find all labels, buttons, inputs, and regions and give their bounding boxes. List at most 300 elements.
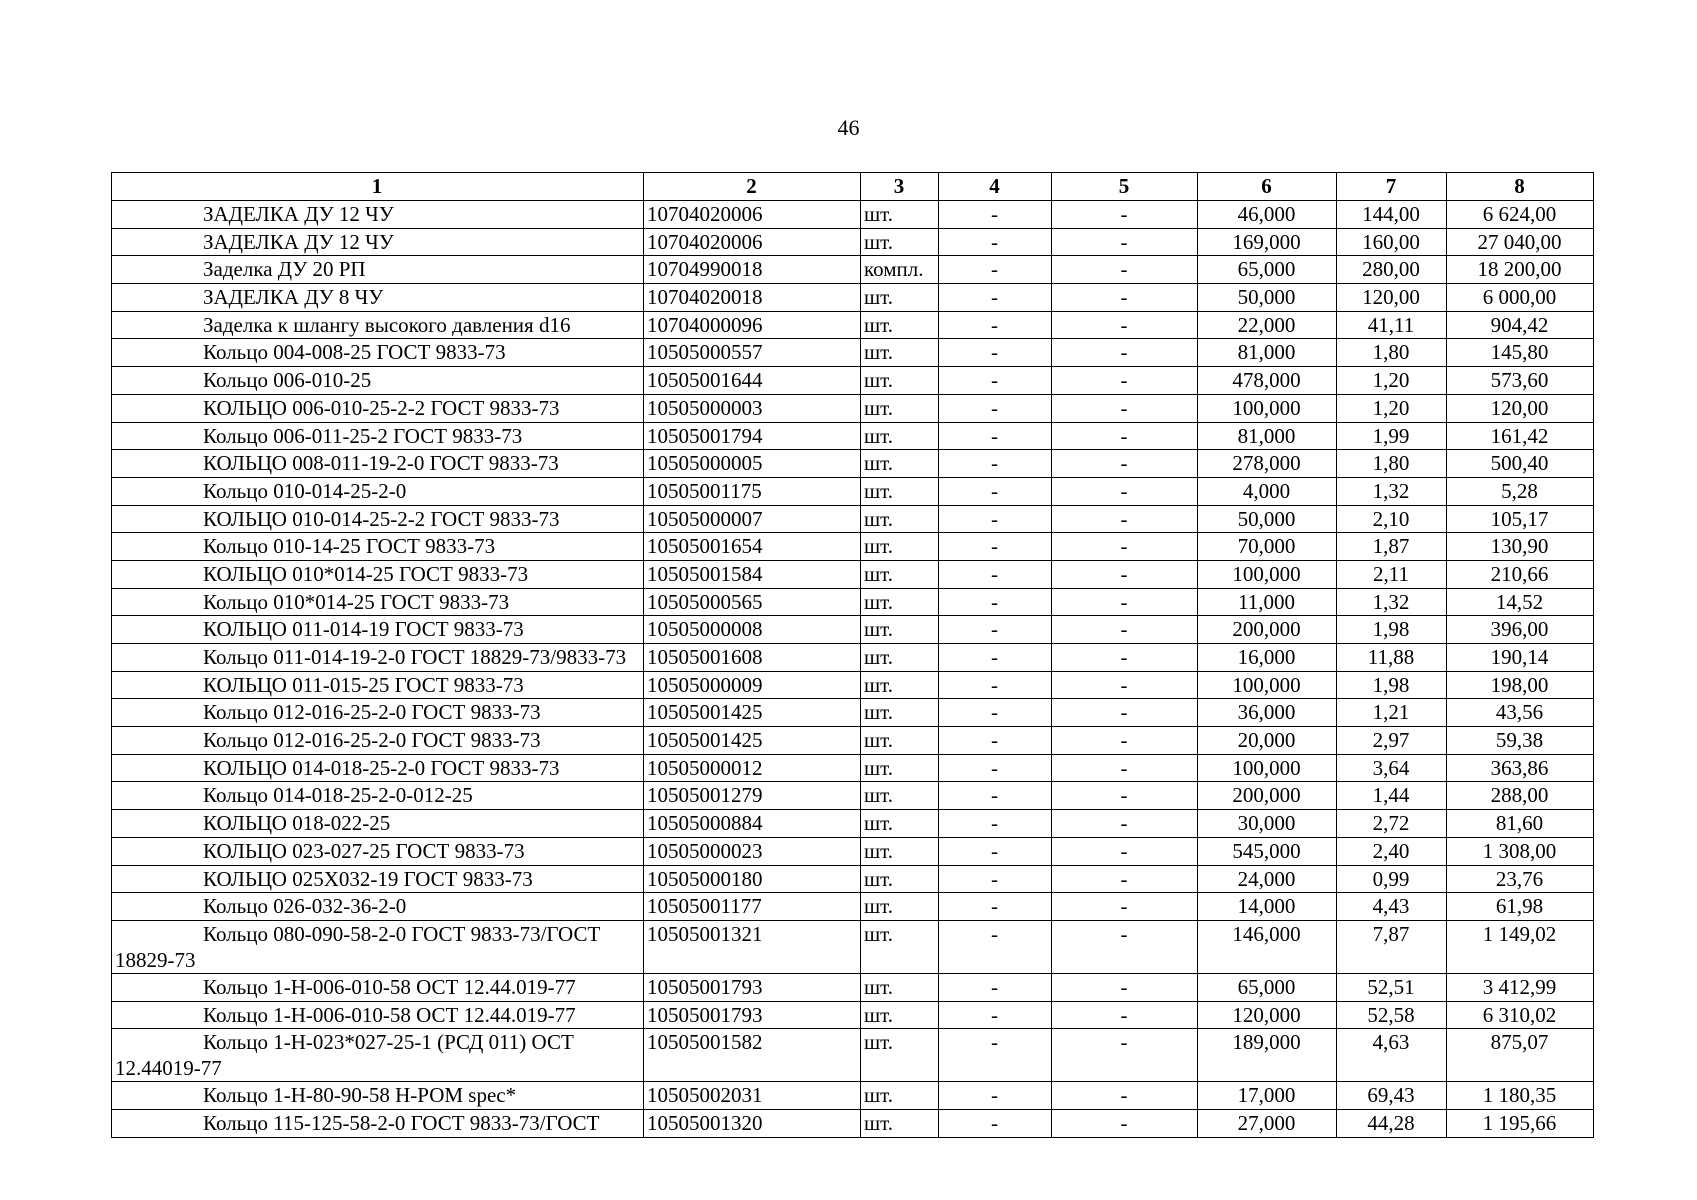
table-row bbox=[112, 477, 1594, 505]
table-row bbox=[112, 450, 1594, 478]
unit-cell: шт. bbox=[861, 1109, 939, 1137]
item-code-cell: 10505001175 bbox=[644, 477, 861, 505]
table-row bbox=[112, 560, 1594, 588]
col4-cell: - bbox=[939, 505, 1052, 533]
quantity-cell: 200,000 bbox=[1198, 616, 1337, 644]
unit-cell: шт. bbox=[861, 616, 939, 644]
item-name: Кольцо 1-Н-023*027-25-1 (РСД 011) ОСТ 12.44019-77 bbox=[115, 1030, 574, 1081]
price-cell: 3,64 bbox=[1337, 754, 1447, 782]
sum-cell: 59,38 bbox=[1447, 727, 1594, 755]
column-header: 1 bbox=[112, 173, 644, 201]
item-code-cell: 10704000096 bbox=[644, 311, 861, 339]
item-name: КОЛЬЦО 010-014-25-2-2 ГОСТ 9833-73 bbox=[203, 506, 560, 531]
price-cell: 1,99 bbox=[1337, 422, 1447, 450]
item-code-cell: 10505001644 bbox=[644, 367, 861, 395]
item-name-cell bbox=[112, 201, 644, 229]
price-cell: 1,32 bbox=[1337, 477, 1447, 505]
table-row bbox=[112, 865, 1594, 893]
price-cell: 1,87 bbox=[1337, 533, 1447, 561]
col4-cell: - bbox=[939, 201, 1052, 229]
price-cell: 2,11 bbox=[1337, 560, 1447, 588]
item-name-cell bbox=[112, 284, 644, 312]
sum-cell: 210,66 bbox=[1447, 560, 1594, 588]
col4-cell: - bbox=[939, 339, 1052, 367]
col4-cell: - bbox=[939, 1029, 1052, 1082]
price-cell: 0,99 bbox=[1337, 865, 1447, 893]
item-name-cell bbox=[112, 450, 644, 478]
item-name: КОЛЬЦО 010*014-25 ГОСТ 9833-73 bbox=[203, 561, 529, 586]
unit-cell: шт. bbox=[861, 893, 939, 921]
col4-cell: - bbox=[939, 1082, 1052, 1110]
quantity-cell: 100,000 bbox=[1198, 754, 1337, 782]
column-header: 2 bbox=[644, 173, 861, 201]
quantity-cell: 22,000 bbox=[1198, 311, 1337, 339]
item-name: Кольцо 026-032-36-2-0 bbox=[203, 894, 407, 919]
col5-cell: - bbox=[1052, 588, 1198, 616]
quantity-cell: 65,000 bbox=[1198, 973, 1337, 1001]
item-name: КОЛЬЦО 025Х032-19 ГОСТ 9833-73 bbox=[203, 866, 533, 891]
item-code-cell: 10505000003 bbox=[644, 394, 861, 422]
item-code-cell: 10505000557 bbox=[644, 339, 861, 367]
item-name-cell bbox=[112, 810, 644, 838]
unit-cell: шт. bbox=[861, 865, 939, 893]
item-code-cell: 10704020018 bbox=[644, 284, 861, 312]
item-name: Кольцо 010-014-25-2-0 bbox=[203, 478, 407, 503]
item-name-cell bbox=[112, 367, 644, 395]
column-header: 6 bbox=[1198, 173, 1337, 201]
col4-cell: - bbox=[939, 1109, 1052, 1137]
price-cell: 2,10 bbox=[1337, 505, 1447, 533]
price-cell: 69,43 bbox=[1337, 1082, 1447, 1110]
col5-cell: - bbox=[1052, 505, 1198, 533]
item-code-cell: 10505001279 bbox=[644, 782, 861, 810]
col5-cell: - bbox=[1052, 367, 1198, 395]
col5-cell: - bbox=[1052, 893, 1198, 921]
unit-cell: шт. bbox=[861, 311, 939, 339]
col5-cell: - bbox=[1052, 644, 1198, 672]
sum-cell: 396,00 bbox=[1447, 616, 1594, 644]
item-name: Кольцо 012-016-25-2-0 ГОСТ 9833-73 bbox=[203, 700, 541, 725]
item-code-cell: 10505001320 bbox=[644, 1109, 861, 1137]
item-name: ЗАДЕЛКА ДУ 8 ЧУ bbox=[203, 285, 384, 310]
quantity-cell: 27,000 bbox=[1198, 1109, 1337, 1137]
item-name: Кольцо 010*014-25 ГОСТ 9833-73 bbox=[203, 589, 510, 614]
item-code-cell: 10505000884 bbox=[644, 810, 861, 838]
col4-cell: - bbox=[939, 477, 1052, 505]
sum-cell: 130,90 bbox=[1447, 533, 1594, 561]
item-name-cell bbox=[112, 616, 644, 644]
table-row bbox=[112, 1082, 1594, 1110]
sum-cell: 161,42 bbox=[1447, 422, 1594, 450]
table-row bbox=[112, 284, 1594, 312]
materials-table bbox=[111, 172, 1594, 1138]
item-code-cell: 10505002031 bbox=[644, 1082, 861, 1110]
table-row bbox=[112, 810, 1594, 838]
item-name-cell bbox=[112, 671, 644, 699]
item-name-cell bbox=[112, 477, 644, 505]
col5-cell: - bbox=[1052, 450, 1198, 478]
sum-cell: 27 040,00 bbox=[1447, 228, 1594, 256]
item-name-cell bbox=[112, 560, 644, 588]
table-row bbox=[112, 533, 1594, 561]
price-cell: 52,58 bbox=[1337, 1001, 1447, 1029]
col5-cell: - bbox=[1052, 422, 1198, 450]
price-cell: 160,00 bbox=[1337, 228, 1447, 256]
item-code-cell: 10505001584 bbox=[644, 560, 861, 588]
col5-cell: - bbox=[1052, 616, 1198, 644]
sum-cell: 120,00 bbox=[1447, 394, 1594, 422]
col5-cell: - bbox=[1052, 311, 1198, 339]
table-row bbox=[112, 893, 1594, 921]
unit-cell: шт. bbox=[861, 1029, 939, 1082]
table-row bbox=[112, 201, 1594, 229]
quantity-cell: 146,000 bbox=[1198, 920, 1337, 973]
sum-cell: 18 200,00 bbox=[1447, 256, 1594, 284]
item-name-cell bbox=[112, 311, 644, 339]
sum-cell: 23,76 bbox=[1447, 865, 1594, 893]
col5-cell: - bbox=[1052, 920, 1198, 973]
price-cell: 52,51 bbox=[1337, 973, 1447, 1001]
col5-cell: - bbox=[1052, 671, 1198, 699]
price-cell: 44,28 bbox=[1337, 1109, 1447, 1137]
sum-cell: 1 149,02 bbox=[1447, 920, 1594, 973]
col4-cell: - bbox=[939, 837, 1052, 865]
item-code-cell: 10505001794 bbox=[644, 422, 861, 450]
table-row bbox=[112, 588, 1594, 616]
col4-cell: - bbox=[939, 228, 1052, 256]
item-name-cell bbox=[112, 754, 644, 782]
quantity-cell: 100,000 bbox=[1198, 671, 1337, 699]
item-code-cell: 10704990018 bbox=[644, 256, 861, 284]
item-name-cell bbox=[112, 394, 644, 422]
column-header: 7 bbox=[1337, 173, 1447, 201]
unit-cell: шт. bbox=[861, 837, 939, 865]
col4-cell: - bbox=[939, 754, 1052, 782]
col4-cell: - bbox=[939, 560, 1052, 588]
sum-cell: 1 308,00 bbox=[1447, 837, 1594, 865]
header-row bbox=[112, 173, 1594, 201]
unit-cell: шт. bbox=[861, 782, 939, 810]
table-row bbox=[112, 256, 1594, 284]
unit-cell: шт. bbox=[861, 367, 939, 395]
sum-cell: 105,17 bbox=[1447, 505, 1594, 533]
price-cell: 1,20 bbox=[1337, 367, 1447, 395]
col4-cell: - bbox=[939, 616, 1052, 644]
item-name: Кольцо 010-14-25 ГОСТ 9833-73 bbox=[203, 534, 496, 559]
item-name-cell bbox=[112, 727, 644, 755]
unit-cell: шт. bbox=[861, 201, 939, 229]
price-cell: 2,40 bbox=[1337, 837, 1447, 865]
item-name: ЗАДЕЛКА ДУ 12 ЧУ bbox=[203, 229, 394, 254]
table-row bbox=[112, 973, 1594, 1001]
col5-cell: - bbox=[1052, 810, 1198, 838]
item-name: Кольцо 004-008-25 ГОСТ 9833-73 bbox=[203, 340, 506, 365]
col5-cell: - bbox=[1052, 533, 1198, 561]
item-code-cell: 10505001793 bbox=[644, 973, 861, 1001]
table-row bbox=[112, 699, 1594, 727]
sum-cell: 500,40 bbox=[1447, 450, 1594, 478]
quantity-cell: 120,000 bbox=[1198, 1001, 1337, 1029]
item-name-cell bbox=[112, 505, 644, 533]
price-cell: 1,32 bbox=[1337, 588, 1447, 616]
price-cell: 2,97 bbox=[1337, 727, 1447, 755]
item-name: Кольцо 1-Н-006-010-58 ОСТ 12.44.019-77 bbox=[203, 974, 576, 999]
col5-cell: - bbox=[1052, 865, 1198, 893]
column-header: 3 bbox=[861, 173, 939, 201]
quantity-cell: 14,000 bbox=[1198, 893, 1337, 921]
sum-cell: 81,60 bbox=[1447, 810, 1594, 838]
price-cell: 1,80 bbox=[1337, 450, 1447, 478]
price-cell: 11,88 bbox=[1337, 644, 1447, 672]
price-cell: 1,98 bbox=[1337, 671, 1447, 699]
table-row bbox=[112, 671, 1594, 699]
item-code-cell: 10505000012 bbox=[644, 754, 861, 782]
unit-cell: шт. bbox=[861, 228, 939, 256]
quantity-cell: 81,000 bbox=[1198, 422, 1337, 450]
unit-cell: компл. bbox=[861, 256, 939, 284]
unit-cell: шт. bbox=[861, 644, 939, 672]
unit-cell: шт. bbox=[861, 1001, 939, 1029]
col5-cell: - bbox=[1052, 1001, 1198, 1029]
quantity-cell: 70,000 bbox=[1198, 533, 1337, 561]
table-row bbox=[112, 339, 1594, 367]
unit-cell: шт. bbox=[861, 973, 939, 1001]
col5-cell: - bbox=[1052, 1029, 1198, 1082]
col5-cell: - bbox=[1052, 228, 1198, 256]
table-row bbox=[112, 782, 1594, 810]
item-name: Кольцо 006-011-25-2 ГОСТ 9833-73 bbox=[203, 423, 523, 448]
quantity-cell: 50,000 bbox=[1198, 284, 1337, 312]
col4-cell: - bbox=[939, 533, 1052, 561]
item-name: ЗАДЕЛКА ДУ 12 ЧУ bbox=[203, 202, 394, 226]
quantity-cell: 65,000 bbox=[1198, 256, 1337, 284]
unit-cell: шт. bbox=[861, 754, 939, 782]
item-name-cell bbox=[112, 422, 644, 450]
table-row bbox=[112, 1109, 1594, 1137]
quantity-cell: 50,000 bbox=[1198, 505, 1337, 533]
table-row bbox=[112, 727, 1594, 755]
unit-cell: шт. bbox=[861, 505, 939, 533]
table-row bbox=[112, 754, 1594, 782]
quantity-cell: 200,000 bbox=[1198, 782, 1337, 810]
item-name: КОЛЬЦО 018-022-25 bbox=[203, 811, 391, 836]
unit-cell: шт. bbox=[861, 533, 939, 561]
item-name: Кольцо 115-125-58-2-0 ГОСТ 9833-73/ГОСТ bbox=[203, 1110, 600, 1135]
sum-cell: 14,52 bbox=[1447, 588, 1594, 616]
col5-cell: - bbox=[1052, 394, 1198, 422]
item-name-cell bbox=[112, 1029, 644, 1082]
item-name-cell bbox=[112, 339, 644, 367]
item-name-cell bbox=[112, 1001, 644, 1029]
sum-cell: 1 195,66 bbox=[1447, 1109, 1594, 1137]
price-cell: 4,63 bbox=[1337, 1029, 1447, 1082]
col4-cell: - bbox=[939, 644, 1052, 672]
quantity-cell: 24,000 bbox=[1198, 865, 1337, 893]
sum-cell: 573,60 bbox=[1447, 367, 1594, 395]
col5-cell: - bbox=[1052, 754, 1198, 782]
item-code-cell: 10505001654 bbox=[644, 533, 861, 561]
unit-cell: шт. bbox=[861, 394, 939, 422]
col4-cell: - bbox=[939, 810, 1052, 838]
item-name: Кольцо 1-Н-80-90-58 Н-РОМ spec* bbox=[203, 1083, 517, 1108]
quantity-cell: 100,000 bbox=[1198, 560, 1337, 588]
col5-cell: - bbox=[1052, 973, 1198, 1001]
col5-cell: - bbox=[1052, 1082, 1198, 1110]
item-code-cell: 10505001793 bbox=[644, 1001, 861, 1029]
item-name: КОЛЬЦО 023-027-25 ГОСТ 9833-73 bbox=[203, 838, 525, 863]
quantity-cell: 20,000 bbox=[1198, 727, 1337, 755]
quantity-cell: 81,000 bbox=[1198, 339, 1337, 367]
unit-cell: шт. bbox=[861, 477, 939, 505]
item-code-cell: 10505000008 bbox=[644, 616, 861, 644]
column-header: 4 bbox=[939, 173, 1052, 201]
col5-cell: - bbox=[1052, 477, 1198, 505]
unit-cell: шт. bbox=[861, 1082, 939, 1110]
table-row bbox=[112, 616, 1594, 644]
quantity-cell: 189,000 bbox=[1198, 1029, 1337, 1082]
unit-cell: шт. bbox=[861, 810, 939, 838]
sum-cell: 6 000,00 bbox=[1447, 284, 1594, 312]
column-header: 8 bbox=[1447, 173, 1594, 201]
item-name-cell bbox=[112, 533, 644, 561]
col5-cell: - bbox=[1052, 727, 1198, 755]
item-name-cell bbox=[112, 644, 644, 672]
col4-cell: - bbox=[939, 256, 1052, 284]
item-name: Кольцо 080-090-58-2-0 ГОСТ 9833-73/ГОСТ 18829-73 bbox=[115, 921, 601, 972]
item-code-cell: 10505001177 bbox=[644, 893, 861, 921]
item-name-cell bbox=[112, 1082, 644, 1110]
item-code-cell: 10505001425 bbox=[644, 727, 861, 755]
table-row bbox=[112, 505, 1594, 533]
table-row bbox=[112, 920, 1594, 973]
item-name: Кольцо 011-014-19-2-0 ГОСТ 18829-73/9833-73 bbox=[203, 645, 627, 669]
price-cell: 280,00 bbox=[1337, 256, 1447, 284]
item-code-cell: 10505000565 bbox=[644, 588, 861, 616]
price-cell: 1,80 bbox=[1337, 339, 1447, 367]
quantity-cell: 169,000 bbox=[1198, 228, 1337, 256]
col4-cell: - bbox=[939, 699, 1052, 727]
unit-cell: шт. bbox=[861, 671, 939, 699]
sum-cell: 145,80 bbox=[1447, 339, 1594, 367]
table-row bbox=[112, 311, 1594, 339]
price-cell: 1,21 bbox=[1337, 699, 1447, 727]
quantity-cell: 11,000 bbox=[1198, 588, 1337, 616]
item-name-cell bbox=[112, 256, 644, 284]
item-code-cell: 10505000009 bbox=[644, 671, 861, 699]
col4-cell: - bbox=[939, 782, 1052, 810]
item-name-cell bbox=[112, 782, 644, 810]
col5-cell: - bbox=[1052, 284, 1198, 312]
item-name-cell bbox=[112, 973, 644, 1001]
item-code-cell: 10505000005 bbox=[644, 450, 861, 478]
table-row bbox=[112, 1029, 1594, 1082]
col4-cell: - bbox=[939, 727, 1052, 755]
item-name-cell bbox=[112, 588, 644, 616]
table-row bbox=[112, 367, 1594, 395]
sum-cell: 190,14 bbox=[1447, 644, 1594, 672]
col4-cell: - bbox=[939, 893, 1052, 921]
item-code-cell: 10505001321 bbox=[644, 920, 861, 973]
price-cell: 1,20 bbox=[1337, 394, 1447, 422]
item-name: Кольцо 014-018-25-2-0-012-25 bbox=[203, 783, 473, 808]
quantity-cell: 17,000 bbox=[1198, 1082, 1337, 1110]
item-code-cell: 10505001582 bbox=[644, 1029, 861, 1082]
price-cell: 144,00 bbox=[1337, 201, 1447, 229]
item-name: КОЛЬЦО 011-014-19 ГОСТ 9833-73 bbox=[203, 617, 524, 642]
item-name: Заделка ДУ 20 РП bbox=[203, 257, 366, 282]
sum-cell: 6 624,00 bbox=[1447, 201, 1594, 229]
table-row bbox=[112, 228, 1594, 256]
table-row bbox=[112, 422, 1594, 450]
item-name: КОЛЬЦО 006-010-25-2-2 ГОСТ 9833-73 bbox=[203, 395, 560, 420]
item-code-cell: 10505000023 bbox=[644, 837, 861, 865]
unit-cell: шт. bbox=[861, 560, 939, 588]
col4-cell: - bbox=[939, 973, 1052, 1001]
quantity-cell: 478,000 bbox=[1198, 367, 1337, 395]
col5-cell: - bbox=[1052, 782, 1198, 810]
price-cell: 7,87 bbox=[1337, 920, 1447, 973]
col4-cell: - bbox=[939, 450, 1052, 478]
unit-cell: шт. bbox=[861, 339, 939, 367]
table-row bbox=[112, 644, 1594, 672]
quantity-cell: 4,000 bbox=[1198, 477, 1337, 505]
sum-cell: 3 412,99 bbox=[1447, 973, 1594, 1001]
price-cell: 120,00 bbox=[1337, 284, 1447, 312]
col5-cell: - bbox=[1052, 256, 1198, 284]
item-name-cell bbox=[112, 865, 644, 893]
col5-cell: - bbox=[1052, 1109, 1198, 1137]
item-name-cell bbox=[112, 837, 644, 865]
unit-cell: шт. bbox=[861, 588, 939, 616]
col5-cell: - bbox=[1052, 837, 1198, 865]
sum-cell: 198,00 bbox=[1447, 671, 1594, 699]
item-name-cell bbox=[112, 920, 644, 973]
col4-cell: - bbox=[939, 367, 1052, 395]
item-name: Заделка к шлангу высокого давления d16 bbox=[203, 312, 571, 337]
table-body bbox=[112, 201, 1594, 1138]
table-row bbox=[112, 837, 1594, 865]
col5-cell: - bbox=[1052, 560, 1198, 588]
item-name: КОЛЬЦО 008-011-19-2-0 ГОСТ 9833-73 bbox=[203, 451, 559, 476]
table-row bbox=[112, 394, 1594, 422]
unit-cell: шт. bbox=[861, 920, 939, 973]
unit-cell: шт. bbox=[861, 284, 939, 312]
item-name: Кольцо 006-010-25 bbox=[203, 368, 372, 393]
item-code-cell: 10505000007 bbox=[644, 505, 861, 533]
unit-cell: шт. bbox=[861, 422, 939, 450]
unit-cell: шт. bbox=[861, 727, 939, 755]
sum-cell: 5,28 bbox=[1447, 477, 1594, 505]
col4-cell: - bbox=[939, 1001, 1052, 1029]
unit-cell: шт. bbox=[861, 450, 939, 478]
sum-cell: 363,86 bbox=[1447, 754, 1594, 782]
sum-cell: 288,00 bbox=[1447, 782, 1594, 810]
item-code-cell: 10505000180 bbox=[644, 865, 861, 893]
sum-cell: 1 180,35 bbox=[1447, 1082, 1594, 1110]
quantity-cell: 16,000 bbox=[1198, 644, 1337, 672]
quantity-cell: 46,000 bbox=[1198, 201, 1337, 229]
col5-cell: - bbox=[1052, 201, 1198, 229]
sum-cell: 61,98 bbox=[1447, 893, 1594, 921]
price-cell: 4,43 bbox=[1337, 893, 1447, 921]
item-name: КОЛЬЦО 011-015-25 ГОСТ 9833-73 bbox=[203, 672, 524, 697]
col4-cell: - bbox=[939, 311, 1052, 339]
quantity-cell: 100,000 bbox=[1198, 394, 1337, 422]
column-header: 5 bbox=[1052, 173, 1198, 201]
price-cell: 1,98 bbox=[1337, 616, 1447, 644]
col4-cell: - bbox=[939, 671, 1052, 699]
sum-cell: 875,07 bbox=[1447, 1029, 1594, 1082]
